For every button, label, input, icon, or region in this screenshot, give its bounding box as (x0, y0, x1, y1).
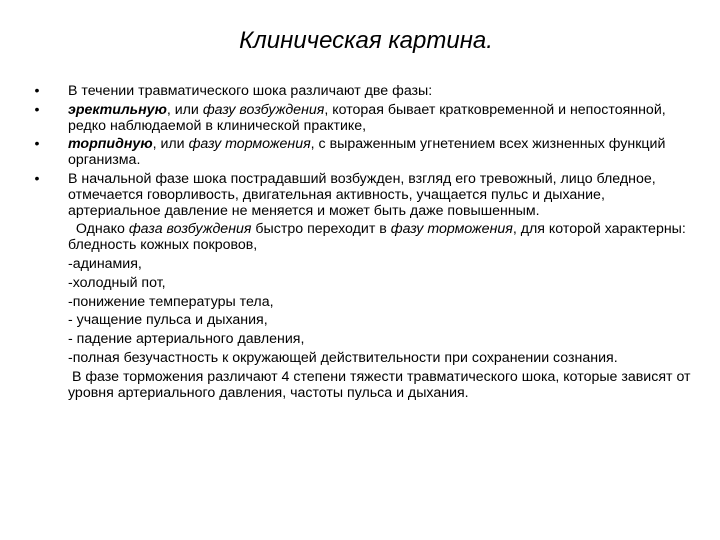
term-inhibition-phase: фазу торможения (188, 136, 311, 153)
symptom-line: -понижение температуры тела, (68, 293, 274, 310)
bullet-item-erectile-phase (32, 103, 692, 135)
symptom-line: -полная безучастность к окружающей действительности при сохранении сознания. (68, 349, 618, 366)
symptom-line: -адинамия, (68, 255, 142, 272)
term-torpid: торпидную (68, 136, 153, 153)
bullet-item-initial-phase (32, 172, 692, 219)
term-separator: , или (152, 136, 189, 153)
bullet-item-torpid-phase (32, 137, 692, 169)
bullet-marker: • (34, 170, 40, 187)
bullet-list (32, 84, 692, 219)
bullet-text: В начальной фазе шока пострадавший возбужден, взгляд его тревожный, лицо бледное, отмечается говорливость, двигательная активность, учащается пульс и дыхание, артериальное давление не меняется и может быть даже повышенным. (68, 170, 656, 219)
paragraph-lead: Однако (75, 221, 129, 238)
term-inhibition-phase: фазу торможения (390, 221, 513, 238)
bullet-marker: • (34, 136, 40, 153)
slide-body (32, 84, 692, 401)
bullet-text: В течении травматического шока различают две фазы: (68, 83, 433, 99)
transition-paragraph (32, 222, 692, 254)
symptom-line: - падение артериального давления, (68, 331, 305, 348)
term-separator: , или (166, 101, 203, 118)
closing-text: В фазе торможения различают 4 степени тяжести травматического шока, которые зависят от уровня артериального давления, частоты пульса и дыхания. (68, 368, 691, 401)
term-erectile: эректильную (68, 101, 167, 118)
slide-title: Клиническая картина. (239, 27, 493, 54)
bullet-marker: • (34, 83, 40, 99)
paragraph-middle: быстро переходит в (251, 221, 391, 238)
term-excitation-phase: фаза возбуждения (128, 221, 252, 238)
term-excitation-phase: фазу возбуждения (202, 101, 325, 118)
symptom-line: - учащение пульса и дыхания, (68, 312, 268, 329)
bullet-marker: • (34, 101, 40, 118)
bullet-item-phases-intro (32, 84, 692, 100)
symptom-line: -холодный пот, (68, 274, 166, 291)
closing-paragraph (32, 370, 692, 402)
bullet-text: , с выраженным угнетением всех жизненных функций организма. (68, 136, 666, 169)
bullet-text: , которая бывает кратковременной и непостоянной, редко наблюдаемой в клинической практике, (68, 101, 666, 134)
paragraph-rest: , для которой характерны: бледность кожных покровов, (68, 221, 686, 254)
